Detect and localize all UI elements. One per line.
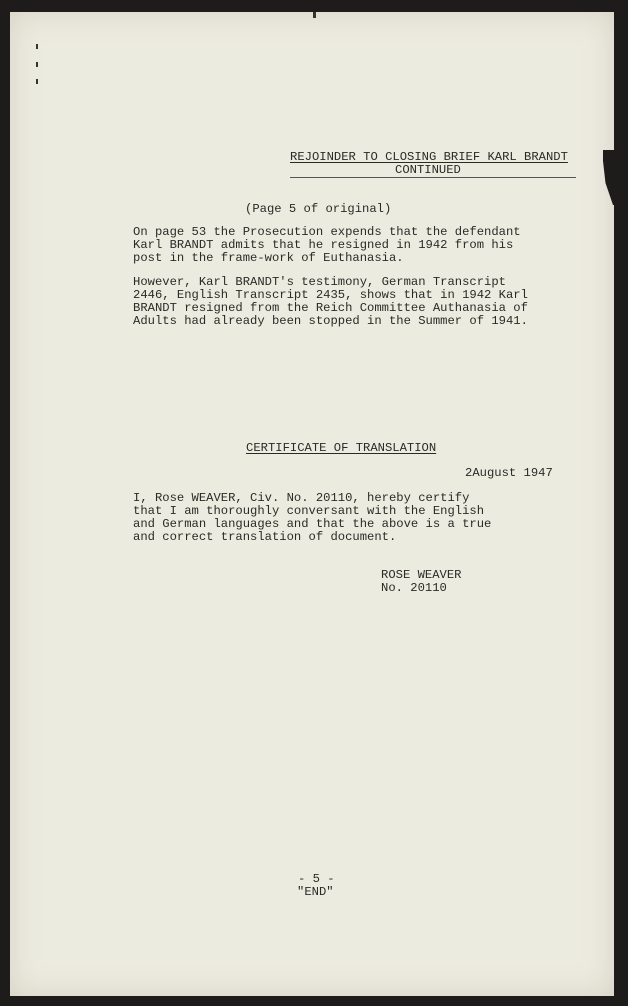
heading-title: REJOINDER TO CLOSING BRIEF KARL BRANDT [290,150,568,164]
certificate-date: 2August 1947 [465,466,553,480]
heading-underline [290,177,576,178]
punch-mark [36,44,38,49]
signature-number: No. 20110 [381,581,447,595]
paragraph-line: Karl BRANDT admits that he resigned in 1942 from his [133,238,514,252]
punch-mark [36,62,38,67]
heading-subtitle: CONTINUED [395,163,461,177]
paragraph-line: On page 53 the Prosecution expends that the defendant [133,225,521,239]
signature-name: ROSE WEAVER [381,568,462,582]
certificate-line: and correct translation of document. [133,530,397,544]
certificate-line: I, Rose WEAVER, Civ. No. 20110, hereby certify [133,491,470,505]
paragraph-line: However, Karl BRANDT's testimony, German Transcript [133,275,506,289]
page-reference: (Page 5 of original) [245,202,392,216]
certificate-line: that I am thoroughly conversant with the English [133,504,485,518]
paragraph-line: 2446, English Transcript 2435, shows that in 1942 Karl [133,288,528,302]
pin-mark [313,12,316,18]
end-mark: "END" [297,885,334,899]
certificate-line: and German languages and that the above is a true [133,517,492,531]
paragraph-line: Adults had already been stopped in the Summer of 1941. [133,314,528,328]
paragraph-line: BRANDT resigned from the Reich Committee Authanasia of [133,301,528,315]
paragraph-line: post in the frame-work of Euthanasia. [133,251,404,265]
punch-mark [36,79,38,84]
page-number: - 5 - [298,872,335,886]
certificate-title: CERTIFICATE OF TRANSLATION [246,441,437,455]
